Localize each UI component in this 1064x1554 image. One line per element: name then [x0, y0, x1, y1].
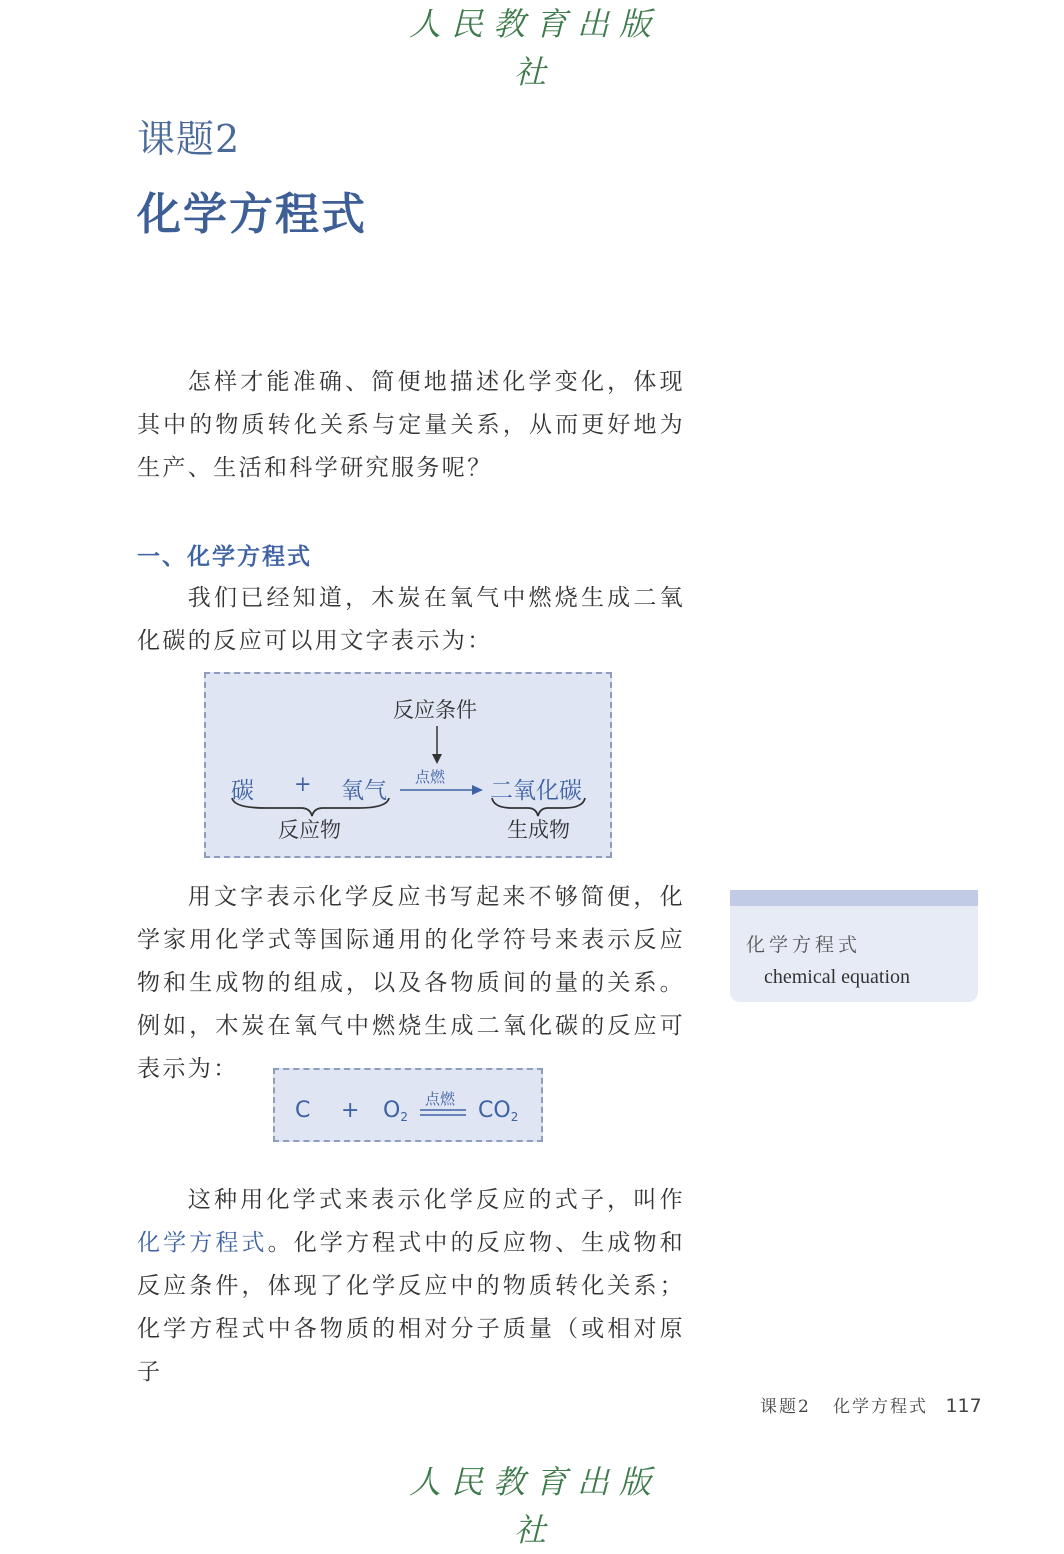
word-equation-box	[204, 672, 612, 858]
glossary-english: chemical equation	[764, 966, 911, 988]
intro-paragraph	[137, 361, 685, 490]
glossary-header-bar	[730, 890, 978, 906]
products-label: 生成物	[507, 818, 570, 842]
page-number: 117	[945, 1395, 982, 1417]
footer-lesson: 课题2	[760, 1397, 811, 1417]
plus-sign: +	[294, 772, 312, 796]
reaction-condition: 点燃	[425, 1090, 456, 1108]
plus-sign: +	[341, 1098, 360, 1123]
section-heading: 一、化学方程式	[137, 544, 312, 570]
key-term: 化学方程式	[137, 1230, 268, 1256]
paragraph-text: 这种用化学式来表示化学反应的式子，叫作	[187, 1187, 685, 1213]
oxygen-formula: $O_2$	[383, 1098, 408, 1124]
paragraph-text: 我们已经知道，木炭在氧气中燃烧生成二氧化碳的反应可以用文字表示为：	[137, 585, 685, 654]
reactants-label: 反应物	[278, 818, 341, 842]
glossary-chinese: 化学方程式	[746, 934, 862, 956]
page-footer	[760, 1392, 982, 1417]
reaction-condition: 点燃	[415, 768, 446, 786]
lesson-title: 化学方程式	[137, 189, 367, 240]
publisher-watermark-bottom: 人民教育出版社	[408, 1463, 661, 1549]
reactant-oxygen: 氧气	[341, 778, 387, 804]
section-paragraph-3	[137, 1179, 685, 1394]
paragraph-text: 。化学方程式中的反应物、生成物和反应条件，体现了化学反应中的物质转化关系；化学方程式中各物质的相对分子质量（或相对原子	[137, 1230, 686, 1385]
symbol-equation-box	[273, 1068, 543, 1142]
product-co2: 二氧化碳	[490, 778, 582, 804]
reactant-carbon: 碳	[231, 778, 254, 804]
co2-formula: $CO_2$	[478, 1098, 519, 1124]
lesson-number: 课题2	[137, 117, 241, 161]
section-paragraph-2	[137, 876, 685, 1091]
paragraph-text: 用文字表示化学反应书写起来不够简便，化学家用化学式等国际通用的化学符号来表示反应物和生成物的组成，以及各物质间的量的关系。例如，木炭在氧气中燃烧生成二氧化碳的反应可表示为：	[137, 884, 685, 1082]
intro-text: 怎样才能准确、简便地描述化学变化，体现其中的物质转化关系与定量关系，从而更好地为生产、生活和科学研究服务呢？	[137, 369, 685, 481]
glossary-box	[730, 890, 978, 1002]
section-paragraph-1	[137, 577, 685, 663]
footer-title: 化学方程式	[833, 1397, 929, 1417]
carbon-symbol: C	[295, 1098, 311, 1123]
publisher-watermark-top: 人民教育出版社	[408, 5, 661, 91]
condition-label: 反应条件	[393, 698, 477, 722]
